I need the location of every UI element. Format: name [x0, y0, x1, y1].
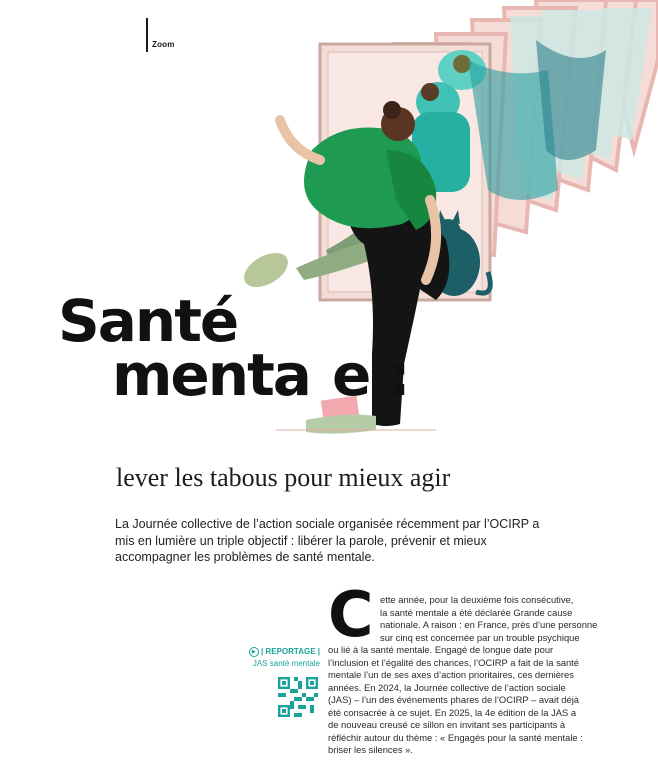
body-line: la santé mentale a été déclarée Grande cause	[380, 606, 573, 618]
body-line: ou lié à la santé mentale. Engagé de longue date pour	[328, 644, 554, 655]
body-line: mentale l’un de ses axes d’action prioritaires, ces dernières	[328, 669, 574, 680]
title-line-2	[112, 341, 409, 409]
play-circle-icon: ▶	[249, 647, 259, 657]
qr-code[interactable]	[278, 677, 318, 717]
body-line: de nouveau creusé ce sillon en invitant ses participants à	[328, 719, 566, 730]
reportage-sub: JAS santé mentale	[252, 659, 320, 668]
body-line: années. En 2024, la Journée collective de l’action sociale	[328, 681, 566, 693]
body-line: ette année, pour la deuxième fois consécutive,	[380, 594, 574, 605]
body-line: (JAS) – l’un des événements phares de l’OCIRP – avait déjà	[328, 694, 580, 705]
header-rule	[146, 18, 148, 52]
lead-paragraph: La Journée collective de l’action sociale organisée récemment par l’OCIRP a mis en lumière un triple objectif : libérer la parole, prévenir et mieux accompagner les problèmes de santé mentale.	[115, 517, 540, 564]
body-line: nationale. A raison : en France, près d’une personne	[380, 619, 598, 630]
title-line-1: Santé	[58, 287, 238, 355]
drop-cap: C	[328, 578, 374, 651]
reportage-tag[interactable]	[236, 646, 320, 670]
title-line-2-end: e :	[331, 341, 409, 409]
body-line: réfléchir autour du thème : « Engagés pour la santé mentale :	[328, 731, 583, 743]
body-line: sur cinq est concernée par un trouble psychique	[380, 631, 580, 643]
title-line-2-start: menta	[112, 341, 310, 409]
subtitle: lever les tabous pour mieux agir	[116, 463, 451, 492]
body-line: l’inclusion et l’égalité des chances, l’OCIRP a fait de la santé	[328, 656, 580, 668]
section-label: Zoom	[152, 40, 175, 49]
body-line: été consacrée à ce sujet. En 2025, la 4e édition de la JAS a	[328, 706, 577, 718]
reportage-label: | REPORTAGE |	[261, 647, 320, 656]
body-line: briser les silences ».	[328, 744, 413, 755]
